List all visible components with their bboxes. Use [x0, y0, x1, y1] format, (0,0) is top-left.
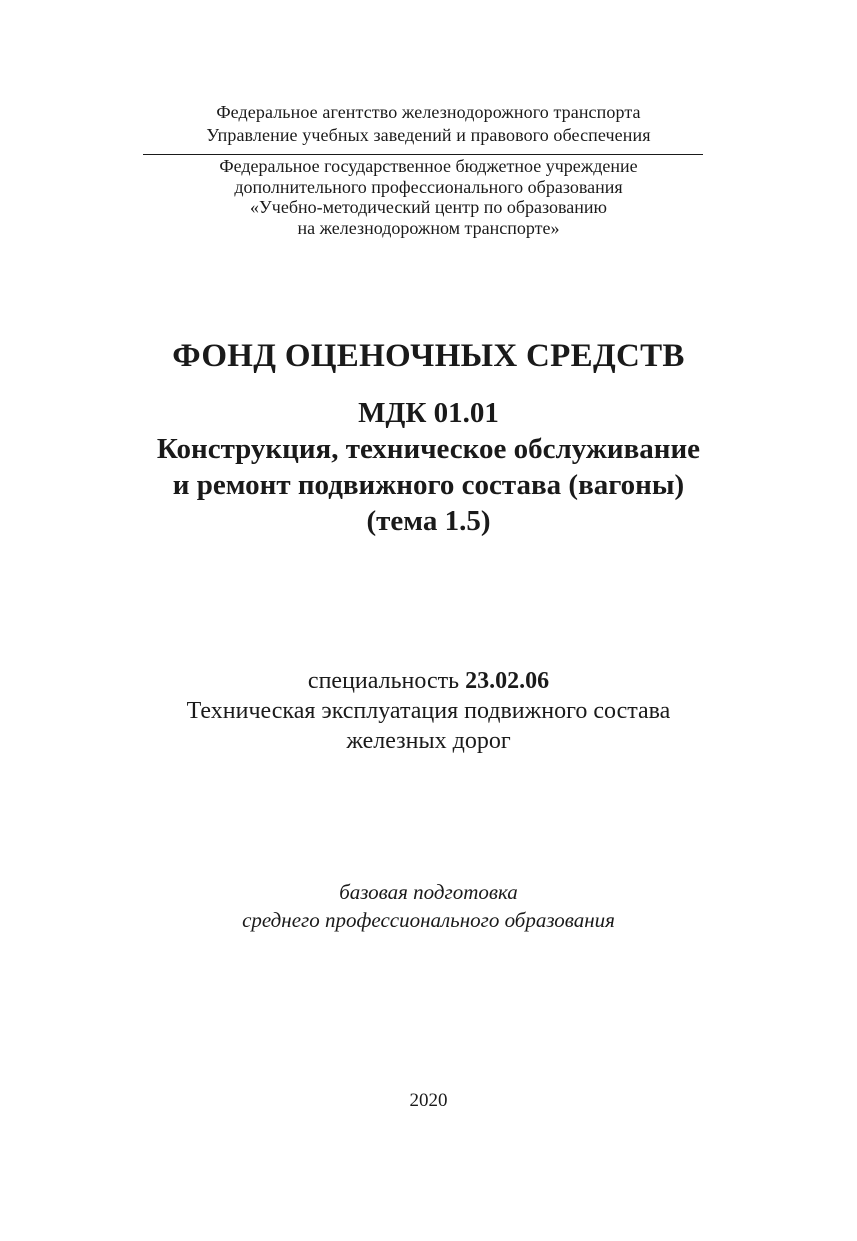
agency-line: Управление учебных заведений и правового обеспечения [206, 125, 651, 145]
institution-line: Федеральное государственное бюджетное учреждение [219, 156, 638, 176]
institution-header [0, 156, 857, 238]
institution-line: «Учебно-методический центр по образованию [250, 197, 607, 217]
document-title [0, 336, 857, 376]
header-divider [143, 154, 703, 155]
agency-line: Федеральное агентство железнодорожного транспорта [216, 102, 641, 122]
specialty-line [0, 666, 857, 696]
subtitle-line: МДК 01.01 [358, 397, 499, 429]
agency-header [0, 101, 857, 147]
specialty-code: 23.02.06 [465, 668, 550, 694]
training-line: базовая подготовка [339, 880, 518, 904]
publication-year [0, 1089, 857, 1113]
subtitle-line: Конструкция, техническое обслуживание [156, 433, 701, 465]
document-subtitle [0, 395, 857, 539]
specialty-prefix: специальность [307, 668, 460, 694]
subtitle-line: и ремонт подвижного состава (вагоны) [172, 469, 685, 501]
year-text: 2020 [409, 1090, 448, 1111]
institution-line: дополнительного профессионального образования [234, 176, 623, 197]
subtitle-line: (тема 1.5) [366, 505, 491, 537]
training-level [0, 878, 857, 934]
specialty-block [0, 666, 857, 756]
institution-line: на железнодорожном транспорте» [297, 217, 560, 238]
training-line: среднего профессионального образования [242, 908, 615, 932]
specialty-name-line: Техническая эксплуатация подвижного состава [186, 698, 671, 724]
specialty-name-line: железных дорог [346, 728, 511, 754]
document-title-text: ФОНД ОЦЕНОЧНЫХ СРЕДСТВ [172, 338, 685, 374]
